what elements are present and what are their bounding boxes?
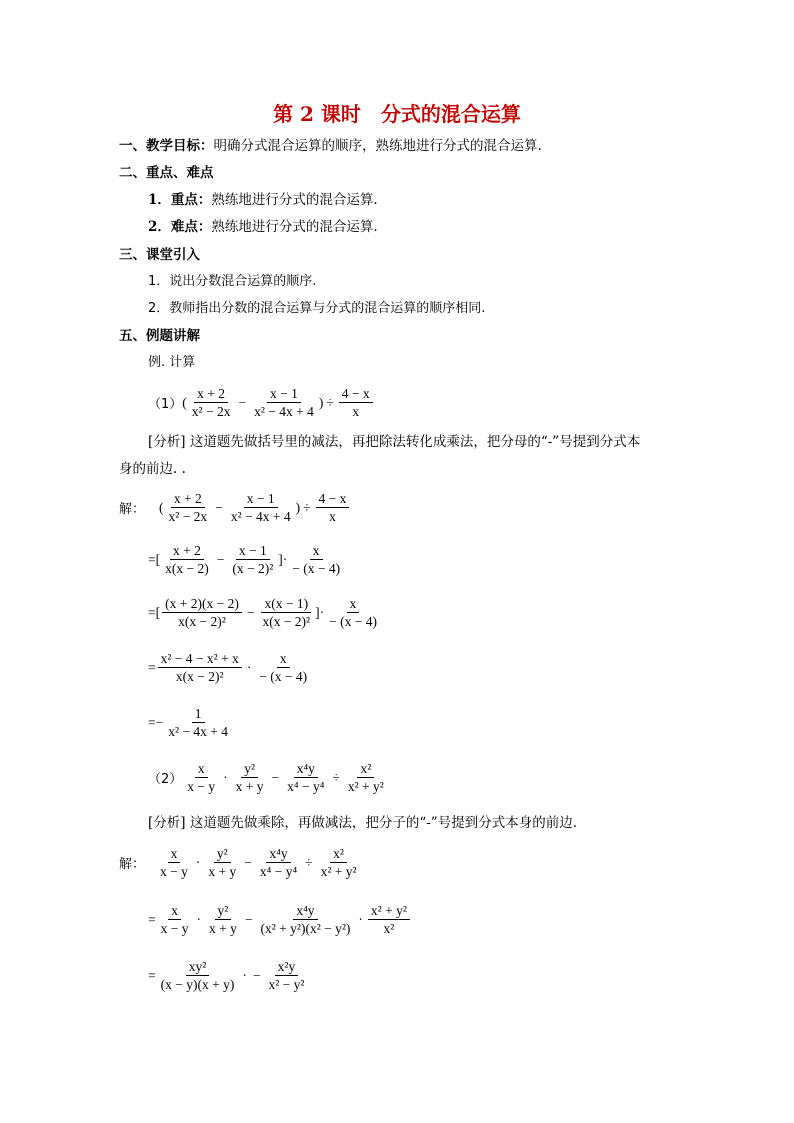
operator: ÷ — [303, 499, 311, 515]
denominator: x² − 4x + 4 — [254, 404, 314, 419]
example-index: （1） — [148, 397, 183, 412]
operator: ÷ — [332, 769, 340, 785]
numerator: x² — [357, 760, 374, 778]
operator: − — [246, 604, 255, 620]
equals: = — [148, 911, 156, 927]
numerator: (x + 2)(x − 2) — [162, 595, 242, 613]
operator: − — [252, 967, 261, 983]
denominator: x⁴ − y⁴ — [259, 864, 298, 879]
fraction — [339, 385, 373, 420]
fraction — [326, 595, 380, 630]
numerator: x + 2 — [170, 542, 204, 560]
example-1-step-1 — [148, 542, 345, 577]
numerator: y² — [241, 760, 258, 778]
fraction — [184, 760, 218, 795]
denominator: x² + y² — [347, 779, 384, 794]
denominator: x² − 2x — [168, 509, 208, 524]
example-1-step-3 — [148, 650, 312, 685]
fraction — [265, 958, 307, 993]
fraction — [345, 760, 387, 795]
denominator: x + y — [208, 864, 237, 879]
fraction — [256, 650, 310, 685]
operator: ÷ — [326, 394, 334, 410]
example-index: （2） — [148, 772, 183, 787]
denominator: x² — [383, 921, 395, 936]
operator: − — [271, 769, 280, 785]
denominator: − (x − 4) — [259, 669, 308, 684]
example-1-analysis-line: 身的前边. . — [119, 461, 186, 477]
numerator: x — [310, 542, 323, 560]
numerator: x — [195, 760, 208, 778]
example-1-step-4 — [148, 705, 233, 740]
numerator: y² — [214, 845, 231, 863]
denominator: x(x − 2) — [165, 561, 209, 576]
example-1-expression — [148, 385, 375, 420]
item-label: 2．难点： — [148, 219, 212, 235]
fraction — [165, 705, 231, 740]
item-text: 熟练地进行分式的混合运算. — [211, 192, 378, 208]
operator: · — [196, 911, 201, 927]
numerator: x + 2 — [171, 490, 205, 508]
section-intro-heading: 三、课堂引入 — [119, 247, 200, 263]
operator: − — [244, 911, 253, 927]
solution-label: 解： — [119, 502, 146, 517]
equals: =− — [148, 714, 164, 730]
item-text: 熟练地进行分式的混合运算. — [211, 219, 378, 235]
numerator: 4 − x — [316, 490, 350, 508]
numerator: x(x − 1) — [261, 595, 311, 613]
fraction — [259, 595, 313, 630]
fraction — [189, 385, 234, 420]
fraction — [318, 845, 360, 880]
solution-label: 解： — [119, 857, 146, 872]
denominator: x² − 4x + 4 — [168, 724, 229, 739]
denominator: (x² + y²)(x² − y²) — [260, 921, 351, 936]
fraction — [289, 542, 343, 577]
bracket: ]· — [278, 551, 288, 567]
fraction — [284, 760, 327, 795]
paren: ( — [159, 499, 164, 515]
fraction — [158, 902, 192, 937]
numerator: 1 — [192, 705, 205, 723]
example-2-step-1 — [148, 902, 412, 937]
operator: − — [244, 854, 252, 870]
intro-item: 1．说出分数混合运算的顺序. — [148, 274, 317, 289]
fraction — [158, 650, 242, 685]
numerator: x² + y² — [368, 902, 410, 920]
numerator: x − 1 — [267, 385, 301, 403]
bracket: ]· — [315, 604, 325, 620]
equals: = — [148, 659, 156, 675]
fraction — [368, 902, 410, 937]
numerator: x — [347, 595, 360, 613]
difficulty-item — [148, 218, 378, 236]
paren: ( — [182, 394, 187, 410]
operator: ÷ — [305, 854, 313, 870]
fraction — [229, 542, 276, 577]
denominator: x + y — [209, 921, 237, 936]
page-title: 第 2 课时 分式的混合运算 — [273, 102, 521, 126]
denominator: x(x − 2)² — [178, 614, 226, 629]
denominator: x⁴ − y⁴ — [287, 779, 325, 794]
denominator: − (x − 4) — [292, 561, 341, 576]
operator: · — [358, 911, 363, 927]
numerator: x² − 4 − x² + x — [158, 650, 242, 668]
denominator: (x − 2)² — [232, 561, 274, 576]
section-text: 明确分式混合运算的顺序，熟练地进行分式的混合运算. — [213, 138, 542, 154]
numerator: x — [168, 902, 181, 920]
fraction — [233, 760, 267, 795]
key-point-item — [148, 191, 378, 209]
operator: · — [195, 854, 201, 870]
fraction — [316, 490, 350, 525]
denominator: x — [352, 404, 360, 419]
denominator: (x − y)(x + y) — [160, 977, 235, 992]
operator: · — [246, 659, 252, 675]
fraction — [162, 595, 242, 630]
operator: · — [223, 769, 228, 785]
example-2-solution-expression — [119, 845, 362, 880]
equals: = — [148, 967, 156, 983]
numerator: x — [168, 845, 181, 863]
numerator: x − 1 — [244, 490, 278, 508]
equals: =[ — [148, 551, 161, 567]
fraction — [162, 542, 212, 577]
item-label: 1．重点： — [148, 192, 212, 208]
equals: =[ — [148, 604, 161, 620]
denominator: x − y — [160, 864, 188, 879]
numerator: xy² — [186, 958, 210, 976]
denominator: x² − 4x + 4 — [230, 509, 291, 524]
numerator: x⁴y — [294, 760, 318, 778]
numerator: x + 2 — [194, 385, 228, 403]
denominator: x — [329, 509, 336, 524]
section-examples-heading: 五、例题讲解 — [119, 328, 200, 344]
fraction — [206, 902, 240, 937]
denominator: x(x − 2)² — [175, 669, 224, 684]
denominator: x + y — [235, 779, 264, 794]
example-2-analysis: [分析] 这道题先做乘除，再做减法，把分子的“-”号提到分式本身的前边. — [148, 815, 577, 831]
fraction — [251, 385, 317, 420]
fraction — [258, 902, 354, 937]
paren: ) — [318, 394, 324, 410]
example-2-step-2 — [148, 958, 309, 993]
fraction — [228, 490, 294, 525]
example-1-solution-expression — [119, 490, 351, 525]
fraction — [257, 845, 300, 880]
denominator: x − y — [187, 779, 216, 794]
numerator: x⁴y — [266, 845, 290, 863]
fraction — [166, 490, 211, 525]
numerator: x²y — [275, 958, 299, 976]
section-key-points-heading: 二、重点、难点 — [119, 165, 214, 181]
denominator: x² + y² — [320, 864, 357, 879]
intro-item: 2．教师指出分数的混合运算与分式的混合运算的顺序相同. — [148, 301, 486, 316]
numerator: x — [277, 650, 290, 668]
numerator: 4 − x — [339, 385, 373, 403]
denominator: − (x − 4) — [329, 614, 377, 629]
denominator: x(x − 2)² — [262, 614, 311, 629]
section-teaching-goal — [119, 137, 542, 155]
numerator: x² — [330, 845, 347, 863]
numerator: x⁴y — [293, 902, 317, 920]
paren: ) — [295, 499, 301, 515]
section-label: 一、教学目标： — [119, 138, 214, 154]
denominator: x² − 2x — [191, 404, 231, 419]
example-label: 例. 计算 — [148, 355, 196, 370]
operator: − — [216, 551, 225, 567]
fraction — [205, 845, 239, 880]
denominator: x² − y² — [268, 977, 305, 992]
operator: − — [215, 499, 223, 515]
numerator: y² — [215, 902, 232, 920]
fraction — [157, 845, 191, 880]
example-1-step-2 — [148, 595, 382, 630]
example-1-analysis-line: [分析] 这道题先做括号里的减法，再把除法转化成乘法，把分母的“-”号提到分式本 — [148, 434, 641, 450]
numerator: x − 1 — [236, 542, 270, 560]
fraction — [158, 958, 238, 993]
operator: − — [238, 394, 247, 410]
denominator: x − y — [160, 921, 189, 936]
example-2-expression — [148, 760, 389, 795]
operator: · — [242, 967, 247, 983]
